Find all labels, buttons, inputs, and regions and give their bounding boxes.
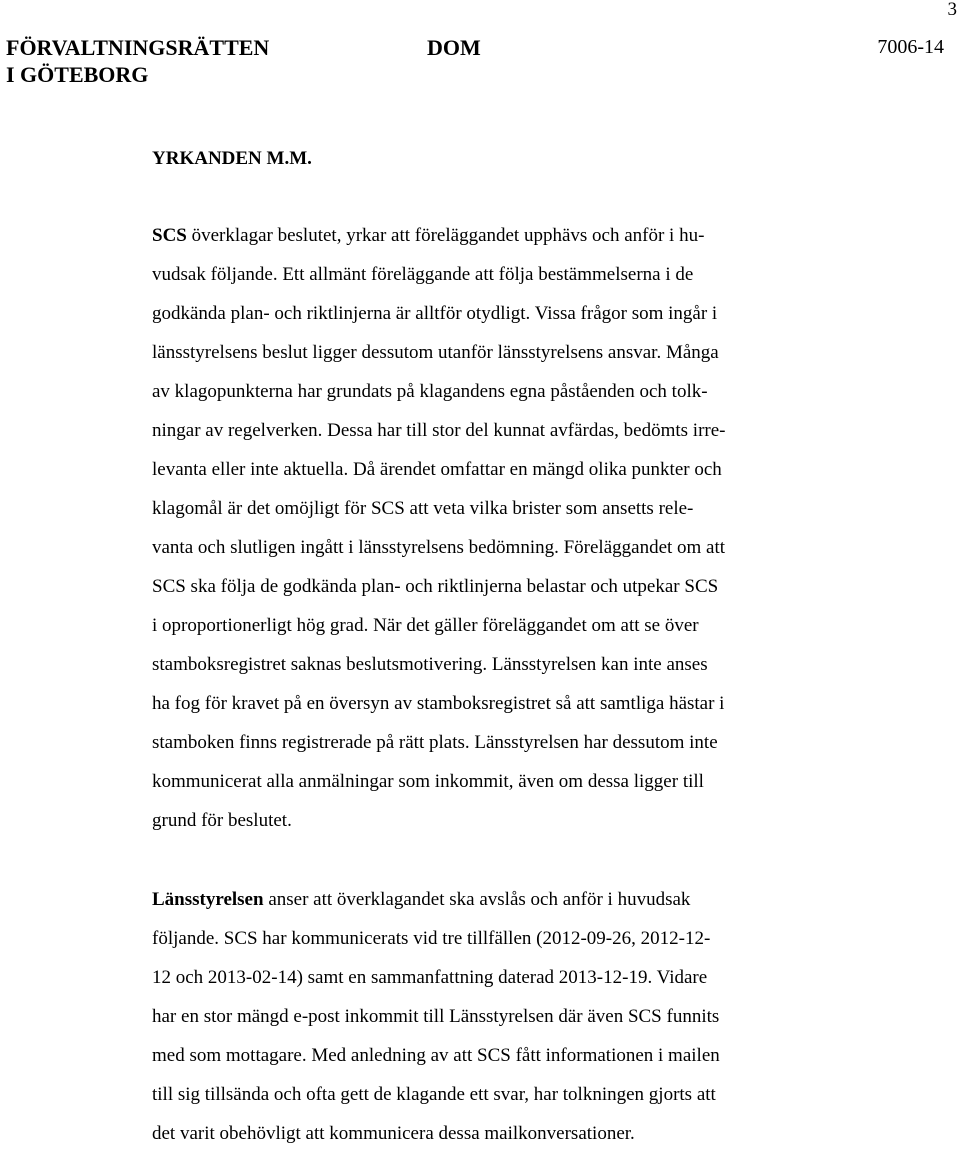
paragraph-line: SCS ska följa de godkända plan- och riktlinjerna belastar och utpekar SCS [152,576,719,597]
party-name-lansstyrelsen: Länsstyrelsen [152,889,264,910]
paragraph-line: vudsak följande. Ett allmänt föreläggande att följa bestämmelserna i de [152,264,694,285]
paragraph-line: länsstyrelsens beslut ligger dessutom utanför länsstyrelsens ansvar. Många [152,342,719,363]
paragraph-line [152,880,846,919]
paragraph-line: av klagopunkterna har grundats på klagandens egna påståenden och tolk- [152,381,708,402]
paragraph-line: det varit obehövligt att kommunicera dessa mailkonversationer. [152,1123,635,1144]
paragraph-line: klagomål är det omöjligt för SCS att veta vilka brister som ansetts rele- [152,498,694,519]
paragraph-lansstyrelsen-response [152,880,846,1153]
spacer [152,178,846,216]
paragraph-line: levanta eller inte aktuella. Då ärendet omfattar en mängd olika punkter och [152,459,722,480]
spacer [152,840,846,880]
case-number: 7006-14 [877,36,944,58]
paragraph-line: godkända plan- och riktlinjerna är alltför otydligt. Vissa frågor som ingår i [152,303,718,324]
paragraph-line: har en stor mängd e-post inkommit till Länsstyrelsen där även SCS funnits [152,1006,720,1027]
court-name-line-1: FÖRVALTNINGSRÄTTEN [6,35,270,60]
paragraph-line: ningar av regelverken. Dessa har till stor del kunnat avfärdas, bedömts irre- [152,420,726,441]
paragraph-line: följande. SCS har kommunicerats vid tre tillfällen (2012-09-26, 2012-12- [152,928,711,949]
court-name-line-2: I GÖTEBORG [6,62,149,87]
party-name-scs: SCS [152,225,187,246]
paragraph-line: 12 och 2013-02-14) samt en sammanfattning daterad 2013-12-19. Vidare [152,967,708,988]
section-heading: YRKANDEN M.M. [152,148,312,169]
paragraph-line: kommunicerat alla anmälningar som inkommit, även om dessa ligger till [152,771,704,792]
paragraph-line: stamboksregistret saknas beslutsmotivering. Länsstyrelsen kan inte anses [152,654,708,675]
document-body [152,139,846,1153]
paragraph-line: med som mottagare. Med anledning av att SCS fått informationen i mailen [152,1045,720,1066]
paragraph-scs-claims [152,216,846,840]
paragraph-line: ha fog för kravet på en översyn av stamboksregistret så att samtliga hästar i [152,693,725,714]
paragraph-line-text: anser att överklagandet ska avslås och anför i huvudsak [263,889,691,910]
paragraph-line: vanta och slutligen ingått i länsstyrelsens bedömning. Föreläggandet om att [152,537,726,558]
paragraph-line: stamboken finns registrerade på rätt plats. Länsstyrelsen har dessutom inte [152,732,718,753]
paragraph-line: i oproportionerligt hög grad. När det gäller föreläggandet om att se över [152,615,699,636]
paragraph-line [152,216,846,255]
paragraph-line: till sig tillsända och ofta gett de klagande ett svar, har tolkningen gjorts att [152,1084,716,1105]
document-type: DOM [427,35,481,60]
document-header [6,34,944,90]
court-name [6,34,269,88]
page-number: 3 [947,0,957,20]
paragraph-line: grund för beslutet. [152,810,292,831]
paragraph-line-text: överklagar beslutet, yrkar att föreläggandet upphävs och anför i hu- [186,225,705,246]
